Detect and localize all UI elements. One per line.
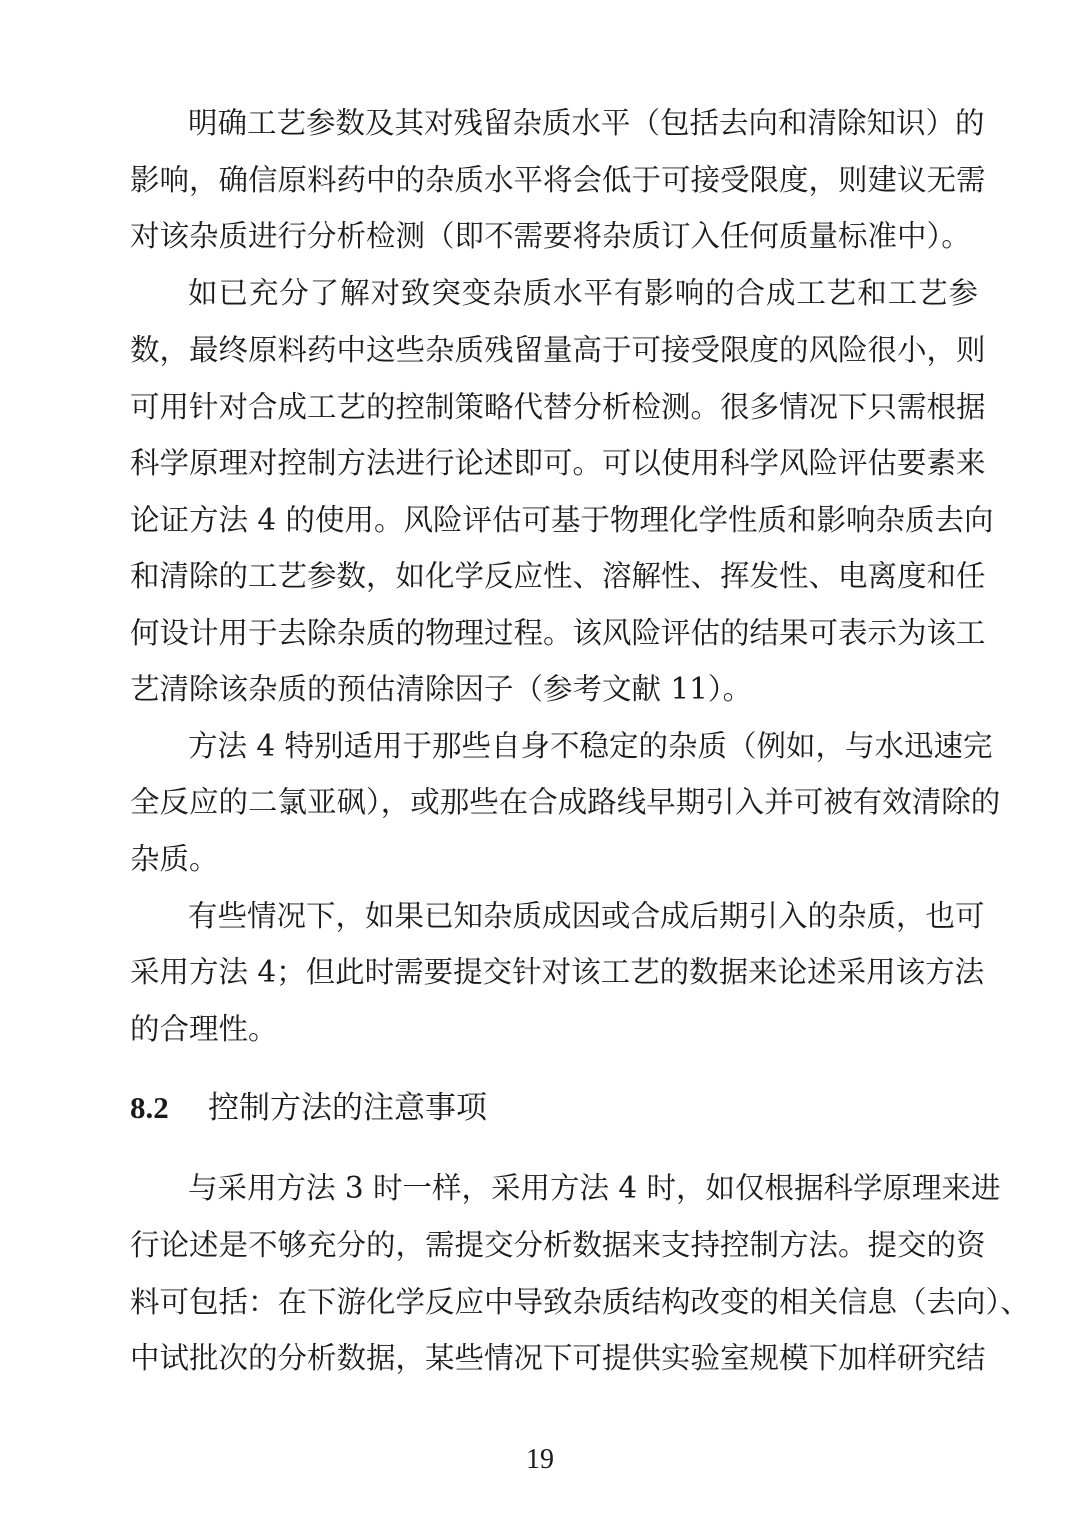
paragraph-3-line-3: 杂质。 bbox=[130, 842, 219, 876]
section-paragraph-line-4: 中试批次的分析数据，某些情况下可提供实验室规模下加样研究结 bbox=[130, 1341, 986, 1375]
paragraph-3-line-2: 全反应的二氯亚砜），或那些在合成路线早期引入并可被有效清除的 bbox=[130, 785, 1001, 819]
section-paragraph-line-1: 与采用方法 3 时一样，采用方法 4 时，如仅根据科学原理来进 bbox=[188, 1171, 1001, 1205]
section-title: 控制方法的注意事项 bbox=[208, 1090, 487, 1126]
paragraph-4-line-3: 的合理性。 bbox=[130, 1012, 278, 1046]
paragraph-1-line-3: 对该杂质进行分析检测（即不需要将杂质订入任何质量标准中）。 bbox=[130, 219, 971, 253]
paragraph-2-line-8: 艺清除该杂质的预估清除因子（参考文献 11）。 bbox=[130, 672, 753, 706]
paragraph-4-line-2: 采用方法 4；但此时需要提交针对该工艺的数据来论述采用该方法 bbox=[130, 955, 985, 989]
paragraph-2-line-7: 何设计用于去除杂质的物理过程。该风险评估的结果可表示为该工 bbox=[130, 616, 986, 650]
paragraph-2-line-6: 和清除的工艺参数，如化学反应性、溶解性、挥发性、电离度和任 bbox=[130, 559, 986, 593]
paragraph-2-line-5: 论证方法 4 的使用。风险评估可基于物理化学性质和影响杂质去向 bbox=[130, 503, 994, 537]
section-paragraph-line-2: 行论述是不够充分的，需提交分析数据来支持控制方法。提交的资 bbox=[130, 1228, 986, 1262]
section-paragraph-line-3: 料可包括：在下游化学反应中导致杂质结构改变的相关信息（去向）、 bbox=[130, 1285, 1030, 1319]
section-heading bbox=[130, 1086, 487, 1130]
paragraph-1-line-2: 影响，确信原料药中的杂质水平将会低于可接受限度，则建议无需 bbox=[130, 163, 986, 197]
paragraph-4-line-1: 有些情况下，如果已知杂质成因或合成后期引入的杂质，也可 bbox=[188, 899, 985, 933]
paragraph-2-line-3: 可用针对合成工艺的控制策略代替分析检测。很多情况下只需根据 bbox=[130, 390, 986, 424]
paragraph-2-line-1: 如已充分了解对致突变杂质水平有影响的合成工艺和工艺参 bbox=[188, 276, 978, 310]
paragraph-3-line-1: 方法 4 特别适用于那些自身不稳定的杂质（例如，与水迅速完 bbox=[188, 729, 993, 763]
section-number: 8.2 bbox=[130, 1090, 169, 1125]
paragraph-2-line-2: 数，最终原料药中这些杂质残留量高于可接受限度的风险很小，则 bbox=[130, 333, 986, 367]
page-number: 19 bbox=[526, 1444, 554, 1475]
paragraph-2-line-4: 科学原理对控制方法进行论述即可。可以使用科学风险评估要素来 bbox=[130, 446, 986, 480]
paragraph-1-line-1: 明确工艺参数及其对残留杂质水平（包括去向和清除知识）的 bbox=[188, 106, 985, 140]
